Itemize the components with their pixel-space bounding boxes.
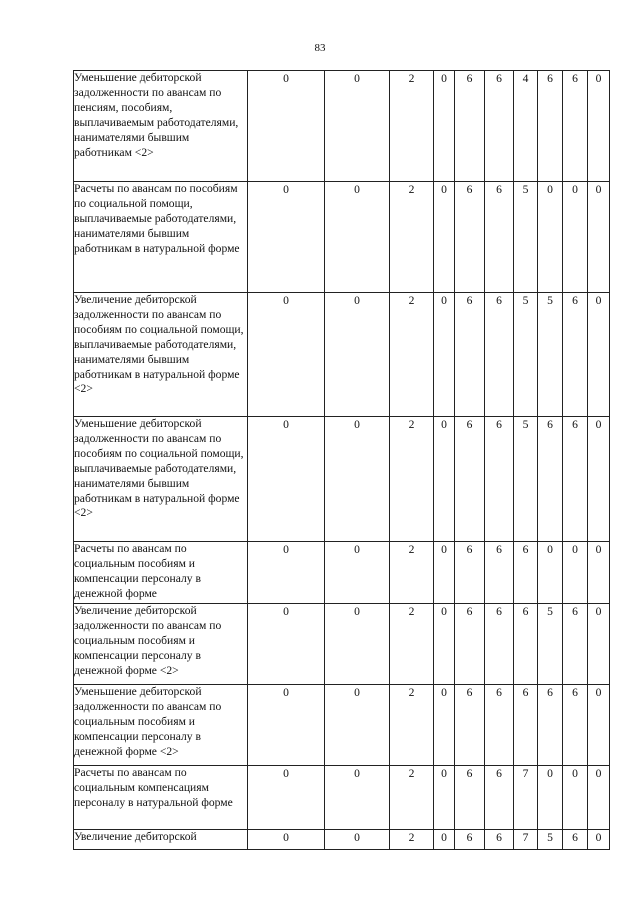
- code-digit: 5: [538, 830, 563, 850]
- code-digit: 5: [514, 182, 538, 293]
- code-digit: 6: [563, 830, 588, 850]
- code-digit: 2: [390, 542, 434, 604]
- code-digit: 2: [390, 71, 434, 182]
- code-digit: 6: [455, 830, 485, 850]
- table-row: [74, 604, 610, 685]
- code-digit: 0: [434, 293, 455, 417]
- code-digit: 6: [455, 542, 485, 604]
- code-digit: 2: [390, 417, 434, 542]
- row-description: Уменьшение дебиторской задолженности по авансам по пенсиям, пособиям, выплачиваемым работодателями, нанимателями бывшим работникам <2>: [74, 71, 248, 182]
- code-digit: 0: [434, 830, 455, 850]
- table-row: [74, 685, 610, 766]
- code-digit: 7: [514, 766, 538, 830]
- row-description: Увеличение дебиторской задолженности по авансам по пособиям по социальной помощи, выплачиваемые работодателями, нанимателями бывшим работникам в натуральной форме <2>: [74, 293, 248, 417]
- code-digit: 0: [434, 71, 455, 182]
- code-digit: 0: [248, 766, 325, 830]
- code-digit: 0: [434, 542, 455, 604]
- code-digit: 0: [538, 182, 563, 293]
- table-row: [74, 293, 610, 417]
- code-digit: 6: [563, 685, 588, 766]
- code-digit: 6: [485, 293, 514, 417]
- row-description: Расчеты по авансам по социальным пособиям и компенсации персоналу в денежной форме: [74, 542, 248, 604]
- code-digit: 0: [248, 685, 325, 766]
- code-digit: 0: [325, 766, 390, 830]
- table-row: [74, 417, 610, 542]
- code-digit: 6: [485, 542, 514, 604]
- code-digit: 6: [514, 685, 538, 766]
- code-digit: 6: [485, 766, 514, 830]
- table-row: [74, 182, 610, 293]
- code-digit: 6: [538, 685, 563, 766]
- code-digit: 5: [538, 293, 563, 417]
- row-description: Расчеты по авансам по социальным компенсациям персоналу в натуральной форме: [74, 766, 248, 830]
- code-digit: 6: [563, 293, 588, 417]
- code-digit: 2: [390, 685, 434, 766]
- row-description: Уменьшение дебиторской задолженности по авансам по пособиям по социальной помощи, выплачиваемые работодателями, нанимателями бывшим работникам в натуральной форме <2>: [74, 417, 248, 542]
- code-digit: 6: [514, 542, 538, 604]
- code-digit: 0: [325, 293, 390, 417]
- code-digit: 0: [588, 685, 610, 766]
- code-digit: 0: [325, 182, 390, 293]
- code-digit: 6: [455, 182, 485, 293]
- code-digit: 0: [588, 182, 610, 293]
- code-digit: 6: [563, 71, 588, 182]
- code-digit: 0: [538, 542, 563, 604]
- code-digit: 5: [538, 604, 563, 685]
- code-digit: 0: [588, 766, 610, 830]
- code-digit: 6: [538, 71, 563, 182]
- code-digit: 6: [455, 685, 485, 766]
- code-digit: 0: [434, 685, 455, 766]
- code-digit: 0: [434, 766, 455, 830]
- code-digit: 6: [485, 71, 514, 182]
- code-digit: 0: [325, 604, 390, 685]
- row-description: Уменьшение дебиторской задолженности по авансам по социальным пособиям и компенсации персоналу в денежной форме <2>: [74, 685, 248, 766]
- code-digit: 0: [588, 604, 610, 685]
- code-digit: 6: [485, 417, 514, 542]
- code-digit: 0: [588, 71, 610, 182]
- row-description: Расчеты по авансам по пособиям по социальной помощи, выплачиваемые работодателями, нанимателями бывшим работникам в натуральной форме: [74, 182, 248, 293]
- code-digit: 2: [390, 182, 434, 293]
- code-digit: 6: [485, 604, 514, 685]
- code-digit: 0: [588, 417, 610, 542]
- code-digit: 6: [563, 417, 588, 542]
- code-digit: 6: [455, 604, 485, 685]
- code-digit: 6: [563, 604, 588, 685]
- code-digit: 0: [538, 766, 563, 830]
- row-description: Увеличение дебиторской: [74, 830, 248, 850]
- code-digit: 0: [248, 182, 325, 293]
- code-digit: 0: [325, 71, 390, 182]
- code-digit: 5: [514, 293, 538, 417]
- code-digit: 0: [563, 182, 588, 293]
- code-digit: 6: [455, 71, 485, 182]
- code-digit: 0: [588, 293, 610, 417]
- code-digit: 0: [325, 542, 390, 604]
- code-digit: 0: [248, 830, 325, 850]
- table-row: [74, 71, 610, 182]
- code-digit: 6: [485, 830, 514, 850]
- code-digit: 5: [514, 417, 538, 542]
- code-digit: 0: [325, 685, 390, 766]
- code-digit: 0: [248, 71, 325, 182]
- code-digit: 0: [325, 417, 390, 542]
- code-digit: 0: [248, 293, 325, 417]
- code-digit: 7: [514, 830, 538, 850]
- code-digit: 6: [455, 417, 485, 542]
- code-digit: 2: [390, 830, 434, 850]
- code-digit: 0: [325, 830, 390, 850]
- code-digit: 0: [588, 830, 610, 850]
- code-digit: 0: [434, 182, 455, 293]
- code-digit: 0: [248, 604, 325, 685]
- code-digit: 6: [455, 293, 485, 417]
- code-digit: 6: [514, 604, 538, 685]
- code-digit: 0: [248, 542, 325, 604]
- code-digit: 0: [248, 417, 325, 542]
- code-digit: 6: [455, 766, 485, 830]
- code-digit: 0: [563, 542, 588, 604]
- table-row: [74, 830, 610, 850]
- code-digit: 6: [538, 417, 563, 542]
- code-digit: 2: [390, 293, 434, 417]
- code-digit: 0: [588, 542, 610, 604]
- code-digit: 2: [390, 766, 434, 830]
- page-number: 83: [314, 42, 326, 54]
- account-codes-table: [73, 70, 610, 850]
- code-digit: 2: [390, 604, 434, 685]
- code-digit: 6: [485, 685, 514, 766]
- table-row: [74, 766, 610, 830]
- code-digit: 0: [434, 604, 455, 685]
- code-digit: 0: [563, 766, 588, 830]
- row-description: Увеличение дебиторской задолженности по авансам по социальным пособиям и компенсации персоналу в денежной форме <2>: [74, 604, 248, 685]
- code-digit: 4: [514, 71, 538, 182]
- table-row: [74, 542, 610, 604]
- code-digit: 6: [485, 182, 514, 293]
- code-digit: 0: [434, 417, 455, 542]
